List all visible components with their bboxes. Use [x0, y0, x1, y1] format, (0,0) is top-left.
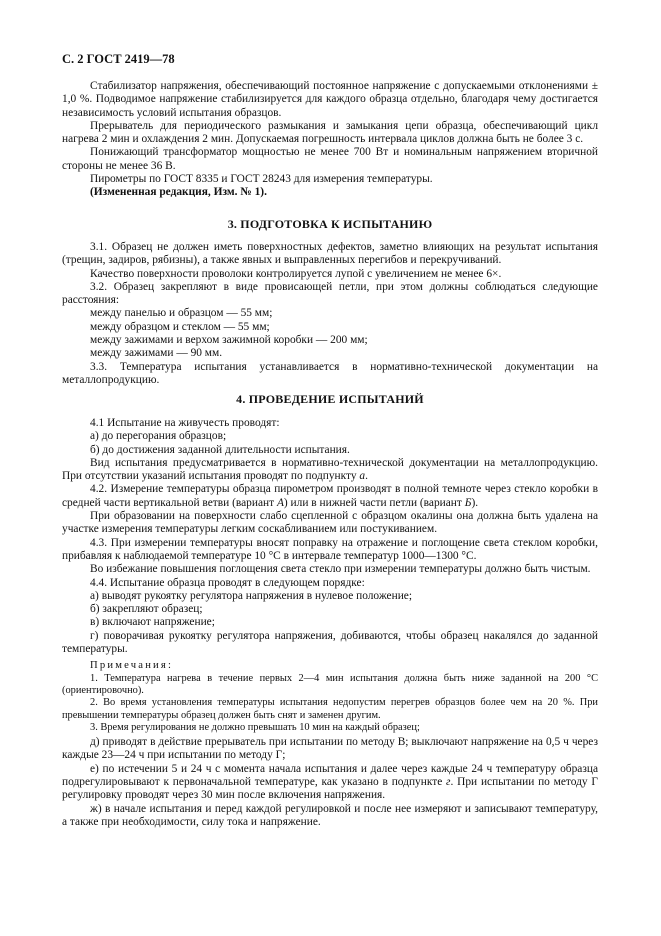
paragraph-4-3-glass: Во избежание повышения поглощения света стекло при измерении температуры должно быть чистым. [90, 563, 591, 576]
paragraph-4-2-scale: При образовании на поверхности слабо сцепленной с образцом окалины она должна быть удалена на участке измерения температуры легким соскабливанием или постукиванием. [62, 510, 598, 536]
paragraph-4-1-b: б) до достижения заданной длительности испытания. [90, 443, 350, 456]
paragraph-4-1-type: Вид испытания предусматривается в нормативно-технической документации на металлопродукцию. При отсутствии указаний испытания проводят по подпункту а. [62, 456, 598, 483]
paragraph-3-1: 3.1. Образец не должен иметь поверхностных дефектов, заметно влияющих на результат испытания (трещин, задиров, рябизны), а также явных и выправленных перегибов и перекручиваний. [62, 241, 598, 267]
paragraph-4-4-f: е) по истечении 5 и 24 ч с момента начала испытания и далее через каждые 24 ч температуру образца подрегулировывают к первоначальной температуре, как указано в подпункте г. При испытании по методу Г регулировку проводят через 30 мин после включения напряжения. [62, 762, 598, 802]
notes-title: Примечания: [90, 660, 174, 672]
paragraph-3-1-surface: Качество поверхности проволоки контролируется лупой с увеличением не менее 6×. [90, 267, 502, 280]
section-4-body [62, 417, 598, 829]
list-item-distance-2: между образцом и стеклом — 55 мм; [90, 320, 270, 333]
page-header: С. 2 ГОСТ 2419—78 [62, 52, 175, 66]
section-3 [62, 218, 598, 231]
section-3-title: 3. ПОДГОТОВКА К ИСПЫТАНИЮ [227, 217, 433, 231]
note-1: 1. Температура нагрева в течение первых 2—4 мин испытания должна быть ниже заданной на 200 °С (ориентировочно). [62, 672, 598, 696]
paragraph-amendment: (Измененная редакция, Изм. № 1). [90, 186, 267, 199]
paragraph-4-1-a: а) до перегорания образцов; [90, 430, 227, 443]
paragraph-4-4-b: б) закрепляют образец; [90, 603, 203, 616]
paragraph-4-4-d: г) поворачивая рукоятку регулятора напряжения, добиваются, чтобы образец накалялся до заданной температуры. [62, 629, 598, 656]
paragraph-3-3: 3.3. Температура испытания устанавливается в нормативно-технической документации на металлопродукцию. [62, 360, 598, 386]
paragraph-4-1: 4.1 Испытание на живучесть проводят: [90, 417, 280, 429]
paragraph-4-3: 4.3. При измерении температуры вносят поправку на отражение и поглощение света стеклом коробки, прибавляя к наблюдаемой температуре 10 °С в интервале температур 1000—1300 °С. [62, 536, 598, 562]
paragraph-stabilizer: Стабилизатор напряжения, обеспечивающий постоянное напряжение с допускаемыми отклонениями ± 1,0 %. Подводимое напряжение стабилизируется для каждого образца отдельно, благодаря чему достигается независимость условий испытания образцов. [62, 80, 598, 119]
paragraph-transformer: Понижающий трансформатор мощностью не менее 700 Вт и номинальным напряжением вторичной стороны не менее 36 В. [62, 146, 598, 172]
list-item-distance-4: между зажимами — 90 мм. [90, 347, 223, 360]
paragraph-4-4-g: ж) в начале испытания и перед каждой регулировкой и после нее измеряют и записывают температуру, а также при необходимости, силу тока и напряжение. [62, 802, 598, 828]
paragraph-4-4-c: в) включают напряжение; [90, 616, 215, 629]
paragraph-interrupter: Прерыватель для периодического размыкания и замыкания цепи образца, обеспечивающий цикл нагрева 2 мин и охлаждения 2 мин. Допускаемая погрешность интервала циклов должна быть не более 3 с. [62, 119, 598, 146]
list-item-distance-3: между зажимами и верхом зажимной коробки — 200 мм; [90, 334, 368, 347]
section-4 [62, 393, 598, 406]
section-3-body [62, 241, 598, 387]
list-item-distance-1: между панелью и образцом — 55 мм; [90, 307, 273, 320]
paragraph-4-2: 4.2. Измерение температуры образца пирометром производят в полной темноте через стекло коробки в средней части вертикальной ветви (вариант А) или в нижней части петли (вариант Б). [62, 483, 598, 509]
paragraph-pyrometers: Пирометры по ГОСТ 8335 и ГОСТ 28243 для измерения температуры. [90, 173, 433, 186]
paragraph-4-4-e: д) приводят в действие прерыватель при испытании по методу В; выключают напряжение на 0,5 ч через каждые 23—24 ч при испытании по методу Г; [62, 736, 598, 762]
paragraph-3-2: 3.2. Образец закрепляют в виде провисающей петли, при этом должны соблюдаться следующие расстояния: [62, 280, 598, 307]
note-3: 3. Время регулирования не должно превышать 10 мин на каждый образец; [90, 721, 420, 733]
note-2: 2. Во время установления температуры испытания недопустим перегрев образцов более чем на 20 %. При превышении температуры образец должен быть снят и заменен другим. [62, 697, 598, 721]
paragraph-4-4: 4.4. Испытание образца проводят в следующем порядке: [90, 576, 365, 589]
paragraph-4-4-a: а) выводят рукоятку регулятора напряжения в нулевое положение; [90, 589, 413, 602]
section-4-title: 4. ПРОВЕДЕНИЕ ИСПЫТАНИЙ [236, 392, 424, 406]
section-2-tail [62, 80, 598, 200]
